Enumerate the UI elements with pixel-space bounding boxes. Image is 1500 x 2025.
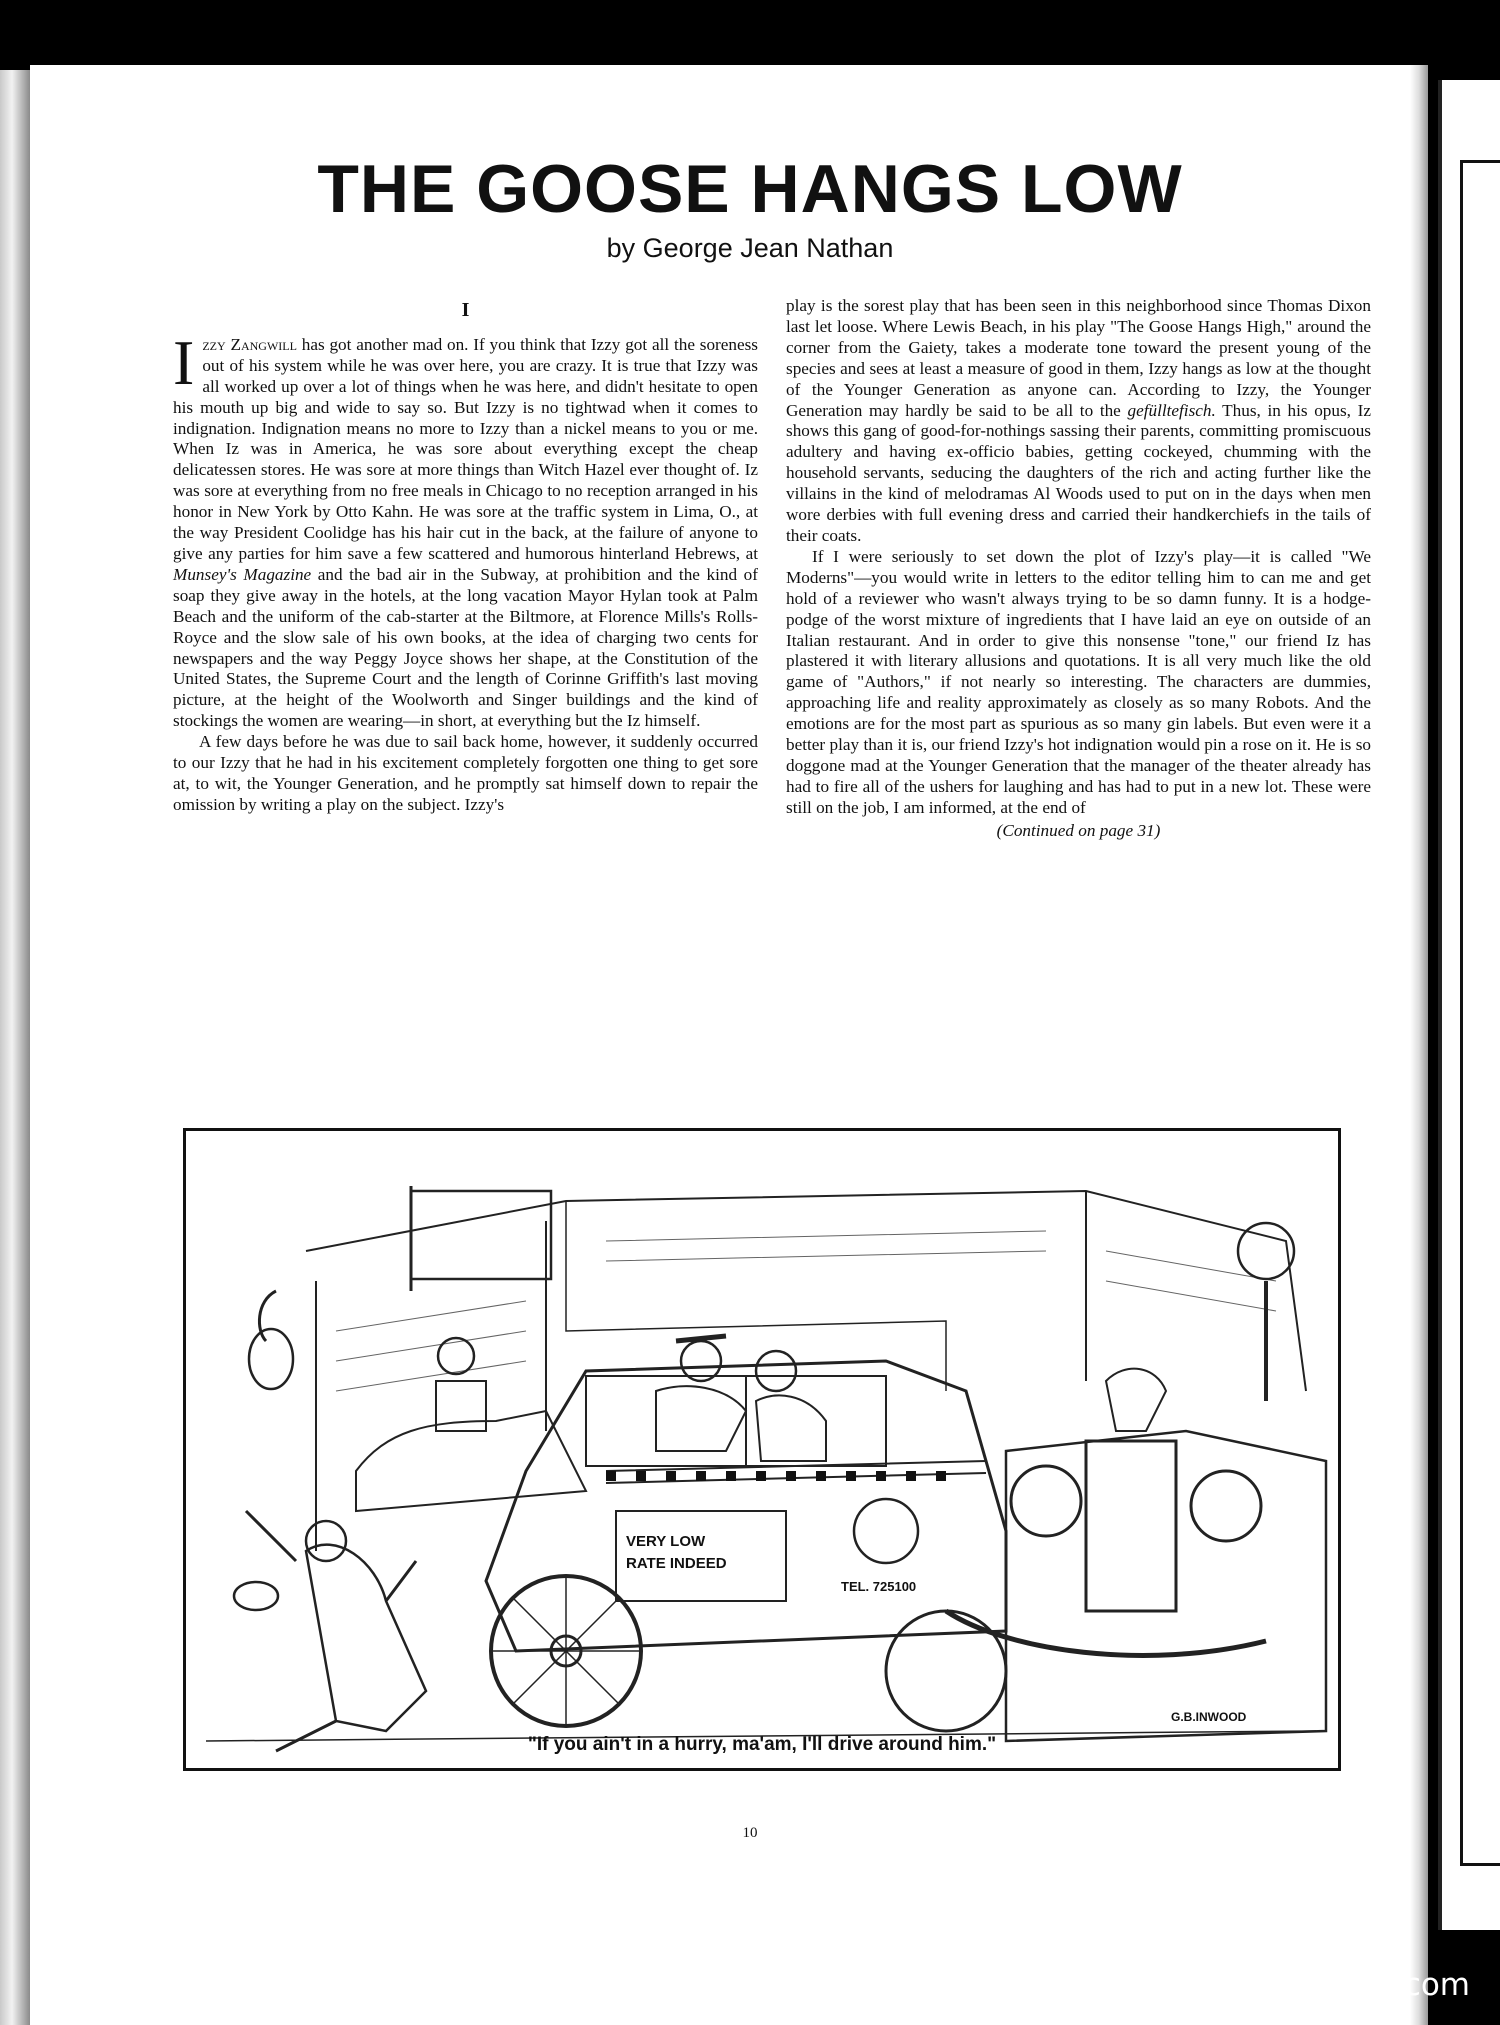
facing-page-edge xyxy=(1438,80,1500,1930)
taxi-cartoon xyxy=(186,1131,1338,1768)
drop-cap: I xyxy=(173,326,195,398)
taxi-door-text-1: VERY LOW xyxy=(626,1533,706,1550)
illustration-caption: "If you ain't in a hurry, ma'am, I'll drive around him." xyxy=(527,1734,997,1755)
left-column xyxy=(173,296,758,816)
section-number: I xyxy=(461,299,470,321)
taxi-door-text-2: RATE INDEED xyxy=(626,1555,727,1572)
taxi-phone-number: TEL. 725100 xyxy=(841,1579,917,1594)
paragraph: A few days before he was due to sail back home, however, it suddenly occurred to our Izzy that he had in his excitement completely forgotten one thing to get sore at, to wit, the Younger Generation, and he promptly sat himself down to repair the omission by writing a play on the subject. Izzy's xyxy=(173,732,758,814)
article-title: THE GOOSE HANGS LOW xyxy=(317,151,1183,227)
magazine-name: Munsey's Magazine xyxy=(173,564,312,584)
page-number: 10 xyxy=(742,1825,758,1841)
watermark: comicbooks.com xyxy=(1210,1967,1470,2003)
artist-signature: G.B.INWOOD xyxy=(1171,1710,1247,1724)
page-edge xyxy=(1410,65,1428,2025)
paragraph: Izzy Zangwill has got another mad on. If you think that Izzy got all the soreness out of his system while he was over here, you are crazy. It is true that Izzy was all worked up over a lot of things when he was here, and didn't hesitate to open his mouth up big and wide to say so. But Izzy is no tightwad when it comes to indignation. Indignation means no more to Izzy than a nickel means to you or me. When Iz was in America, he was sore about everything except the cheap delicatessen stores. He was sore at more things than Witch Hazel ever thought of. Iz was sore at everything from no free meals in Chicago to no reception arranged in his honor in New York by Otto Kahn. He was sore at the traffic system in Lima, O., at the way President Coolidge has his hair cut in the back, at the failure of anyone to give any parties for him save a few scattered and humorous hinterland Hebrews, at Munsey's Magazine and the bad air in the Subway, at prohibition and the kind of soap they give away in the hotels, at the long vacation Mayor Hylan took at Palm Beach and the uniform of the cab-starter at the Biltmore, at Florence Mills's Rolls-Royce and the slow sale of his own books, at the idea of charging two cents for newspapers and the way Peggy Joyce shows her shape, at the Constitution of the United States, the Supreme Court and the length of Corinne Griffith's last moving picture, at the height of the Woolworth and Singer buildings and the kind of stockings the women are wearing—in short, at everything but the Iz himself. xyxy=(173,326,758,731)
book-spine xyxy=(0,70,30,2025)
byline: by George Jean Nathan xyxy=(606,233,894,263)
right-column xyxy=(786,296,1371,842)
cartoon-illustration xyxy=(183,1128,1341,1771)
continued-note: (Continued on page 31) xyxy=(996,820,1161,840)
paragraph: If I were seriously to set down the plot of Izzy's play—it is called "We Moderns"—you would write in letters to the editor telling him to can me and get hold of a reviewer who wasn't always trying to be so damn funny. It is a hodge-podge of the worst mixture of ingredients that I have laid an eye on outside of an Italian restaurant. And in order to give this nonsense "tone," our friend Iz has plastered it with literary allusions and quotations. It is all very much like the old game of "Authors," if not nearly so interesting. The characters are dummies, approaching life and reality approximately as closely as so many Robots. And the emotions are for the most part as spurious as so many gin labels. But even were it a better play than it is, our friend Izzy's hot indignation would pin a rose on it. He is so doggone mad at the Younger Generation that the manager of the theater already has had to fire all of the ushers for laughing and has had to put in a new lot. These were still on the job, I am informed, at the end of xyxy=(786,546,1371,817)
lead-smallcaps: zzy Zangwill xyxy=(202,334,297,354)
paragraph: play is the sorest play that has been seen in this neighborhood since Thomas Dixon last let loose. Where Lewis Beach, in his play "The Goose Hangs High," around the corner from the Gaiety, takes a moderate tone toward the present young of the species and sees at least a measure of good in them, Izzy hangs as low at the thought of the Younger Generation as anyone can. According to Izzy, the Younger Generation may hardly be said to be all to the gefülltefisch. Thus, in his opus, Iz shows this gang of good-for-nothings sassing their parents, committing promiscuous adultery and having ex-officio babies, getting cockeyed, chumming with the household servants, seducing the daughters of the rich and acting further like the villains in the kind of melodramas Al Woods used to put on in the days when men wore derbies with full evening dress and carried their handkerchiefs in the tails of their coats. xyxy=(786,296,1371,545)
